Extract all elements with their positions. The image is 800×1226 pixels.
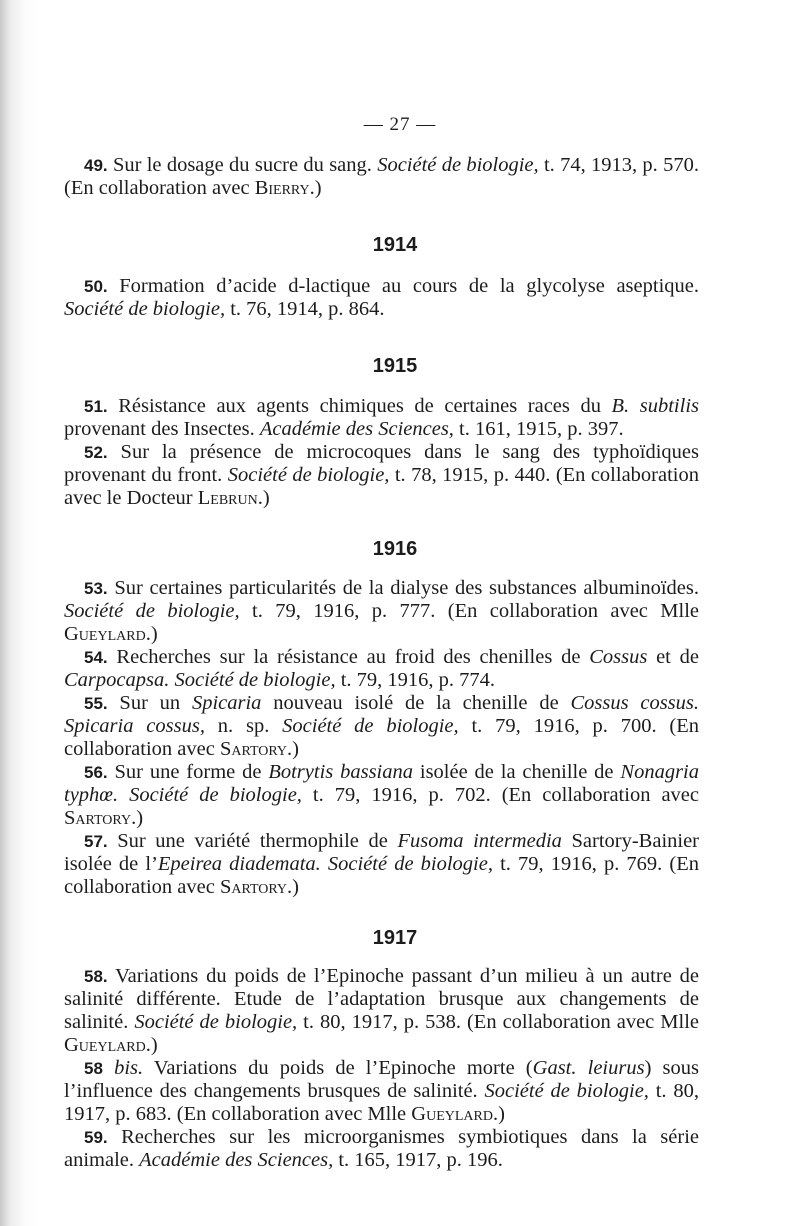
entry-text: Formation d’acide d-lactique au cours de la glycolyse aseptique. bbox=[107, 275, 699, 297]
entry-italic-text: Société de biologie, bbox=[377, 154, 539, 176]
entry-italic-text: Académie des Sciences, bbox=[139, 1149, 334, 1171]
entry-text: Recherches sur les microorganismes symbiotiques dans la série animale. bbox=[64, 1126, 699, 1171]
entry-number: 58. bbox=[84, 967, 108, 986]
entry-text: t. 78, 1915, p. 440. (En collaboration avec le Docteur bbox=[64, 464, 699, 509]
entry-number: 50. bbox=[84, 277, 108, 296]
entry-italic-text: Académie des Sciences, bbox=[259, 418, 454, 440]
entry-italic-text: Société de biologie, bbox=[484, 1080, 649, 1102]
year-heading-1915: 1915 bbox=[372, 355, 418, 377]
entry-text: t. 79, 1916, p. 700. (En collaboration avec bbox=[64, 715, 700, 760]
entry-author-name: Lebrun bbox=[197, 487, 258, 509]
entry-52 bbox=[64, 441, 699, 510]
year-heading-1917: 1917 bbox=[372, 927, 418, 949]
entry-text: isolée de la chenille de bbox=[413, 761, 621, 783]
entry-author-name: Sartory bbox=[219, 876, 288, 898]
entry-number: 56. bbox=[84, 763, 108, 782]
entry-author-name: Gueylard bbox=[64, 1034, 146, 1056]
entry-number: 59. bbox=[84, 1128, 108, 1147]
entry-text: t. 79, 1916, p. 702. (En collaboration avec bbox=[301, 784, 699, 806]
entry-italic-text: Fusoma intermedia bbox=[397, 830, 562, 852]
entry-italic-text: Gast. leiurus bbox=[532, 1057, 645, 1079]
page-number: — 27 — bbox=[363, 114, 437, 135]
entry-54 bbox=[64, 646, 699, 692]
entry-text: t. 80, 1917, p. 538. (En collaboration avec Mlle bbox=[297, 1011, 699, 1033]
entry-text: Résistance aux agents chimiques de certaines races du bbox=[107, 395, 612, 417]
entry-50 bbox=[64, 275, 699, 321]
entry-text: .) bbox=[492, 1103, 505, 1125]
entry-text: .) bbox=[145, 623, 158, 645]
entry-text: t. 79, 1916, p. 777. (En collaboration avec Mlle bbox=[239, 600, 699, 622]
entry-italic-text: Cossus bbox=[589, 646, 648, 668]
entry-55 bbox=[64, 692, 699, 761]
entry-text: et de bbox=[647, 646, 699, 668]
entry-text: Variations du poids de l’Epinoche passant d’un milieu à un autre de salinité différente. Etude de l’adaptation brusque aux changements de salinité. bbox=[64, 965, 699, 1033]
entry-text: .) bbox=[309, 177, 322, 199]
entry-bis-suffix: bis. bbox=[114, 1057, 144, 1079]
entry-text: t. 79, 1916, p. 769. (En collaboration avec bbox=[64, 853, 699, 898]
entry-italic-text: Société de biologie, bbox=[282, 715, 459, 737]
entry-text: .) bbox=[131, 807, 144, 829]
entry-text: t. 165, 1917, p. 196. bbox=[333, 1149, 503, 1171]
entry-text: Sartory-Bainier isolée de l’ bbox=[64, 830, 700, 875]
entry-text: .) bbox=[287, 738, 299, 760]
entry-57 bbox=[64, 830, 699, 899]
entry-italic-text: Nonagria typhœ. Société de biologie, bbox=[64, 761, 699, 806]
entry-italic-text: Société de biologie, bbox=[227, 464, 390, 486]
entry-text: nouveau isolé de la chenille de bbox=[261, 692, 571, 714]
entry-text: Sur la présence de microcoques dans le sang des typhoïdiques provenant du front. bbox=[64, 441, 699, 486]
entry-italic-text: Carpocapsa. Société de biologie, bbox=[64, 669, 336, 691]
entry-51 bbox=[64, 395, 699, 441]
entry-text: ) sous l’influence des changements brusques de salinité. bbox=[64, 1057, 699, 1102]
entry-italic-text: Société de biologie, bbox=[64, 600, 240, 622]
entry-text: Sur un bbox=[107, 692, 192, 714]
entry-number: 52. bbox=[84, 443, 108, 462]
entry-text: t. 74, 1913, p. 570. (En collaboration avec bbox=[64, 154, 699, 199]
entry-49 bbox=[64, 154, 699, 200]
entry-text: t. 76, 1914, p. 864. bbox=[225, 298, 385, 320]
entry-number: 49. bbox=[84, 156, 108, 175]
entry-text: Sur une variété thermophile de bbox=[107, 830, 398, 852]
entry-53 bbox=[64, 577, 699, 646]
entry-number: 51. bbox=[84, 397, 108, 416]
entry-author-name: Bierry bbox=[254, 177, 310, 199]
entry-author-name: Sartory bbox=[219, 738, 288, 760]
entry-text: Sur certaines particularités de la dialyse des substances albuminoïdes. bbox=[107, 577, 699, 599]
entry-number: 53. bbox=[84, 579, 108, 598]
entry-text: .) bbox=[145, 1034, 158, 1056]
entry-number: 54. bbox=[84, 648, 108, 667]
entry-italic-text: Botrytis bassiana bbox=[268, 761, 414, 783]
entry-author-name: Gueylard bbox=[411, 1103, 493, 1125]
entry-text: Sur le dosage du sucre du sang. bbox=[107, 154, 378, 176]
entry-italic-text: Société de biologie, bbox=[134, 1011, 298, 1033]
entry-58 bbox=[64, 965, 699, 1057]
entry-number: 58 bbox=[84, 1059, 103, 1078]
year-heading-1916: 1916 bbox=[372, 538, 418, 560]
entry-text: .) bbox=[287, 876, 299, 898]
entry-text: t. 79, 1916, p. 774. bbox=[335, 669, 496, 691]
entry-text: Recherches sur la résistance au froid des chenilles de bbox=[107, 646, 590, 668]
entry-number: 57. bbox=[84, 832, 108, 851]
entry-text: t. 161, 1915, p. 397. bbox=[453, 418, 624, 440]
entry-text: Variations du poids de l’Epinoche morte ( bbox=[143, 1057, 533, 1079]
entry-text: provenant des Insectes. bbox=[64, 418, 260, 440]
entry-italic-text: Epeirea diademata. Société de biologie, bbox=[157, 853, 493, 875]
entry-59 bbox=[64, 1126, 699, 1172]
entry-italic-text: Spicaria bbox=[191, 692, 262, 714]
entry-number: 55. bbox=[84, 694, 108, 713]
entry-text: n. sp. bbox=[204, 715, 283, 737]
entry-58-bis bbox=[64, 1057, 699, 1126]
entry-italic-text: Cossus cossus. Spicaria cossus, bbox=[64, 692, 699, 737]
entry-text: t. 80, 1917, p. 683. (En collaboration avec Mlle bbox=[64, 1080, 699, 1125]
entry-italic-text: B. subtilis bbox=[611, 395, 699, 417]
entry-56 bbox=[64, 761, 699, 830]
entry-text: .) bbox=[257, 487, 270, 509]
entry-italic-text: Société de biologie, bbox=[64, 298, 226, 320]
entry-author-name: Gueylard bbox=[64, 623, 146, 645]
entry-text: Sur une forme de bbox=[107, 761, 269, 783]
entry-author-name: Sartory bbox=[64, 807, 132, 829]
year-heading-1914: 1914 bbox=[372, 234, 418, 256]
